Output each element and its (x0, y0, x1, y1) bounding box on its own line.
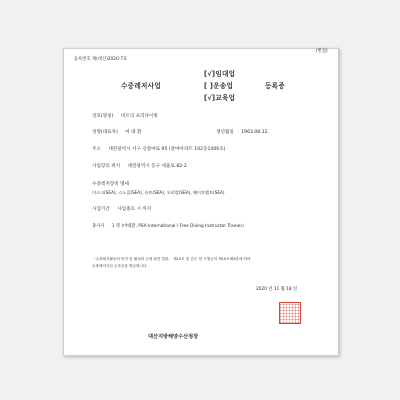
birth-value: 1963.08.12. (241, 130, 269, 135)
equipment-label: 수중레저장비 명세 (92, 182, 129, 187)
form-attachment-tag: (별첨) (316, 49, 328, 54)
official-seal-icon (279, 302, 301, 324)
site-row (92, 165, 193, 170)
business-type-education: [√]교육업 (204, 94, 236, 102)
staff-label: 종사자 (92, 224, 105, 229)
site-label: 사업장의 위치 (92, 164, 121, 169)
equipment-value: 이스크(SEA), 스노클(SEA), 슈트(SEA), 오리발(SEA), 웨이트벨트(SEA) (92, 190, 225, 195)
document-title-right: 등록증 (265, 82, 286, 90)
issue-date: 2020 년 11 월 18 일 (256, 287, 298, 292)
birth-label: 생년월일 (216, 130, 234, 135)
period-value: 사업종료 시 까지 (117, 207, 152, 212)
address-label: 주소 (92, 147, 101, 152)
birth-row (216, 131, 275, 136)
registration-certificate (63, 48, 339, 356)
issuing-authority: 대산지방해양수산청장 (148, 334, 199, 340)
address-value: 대전광역시 서구 신갈마로 95 (갈마아파트 102동1406호) (108, 147, 226, 152)
trade-name-label: 상호(명칭) (92, 114, 114, 119)
registration-number: 등록번호 제(대산)2020-7호 (74, 57, 128, 62)
owner-row (92, 131, 147, 136)
owner-label: 성명(대표자) (92, 130, 118, 135)
trade-name-value: 비르리 프리다이빙 (120, 114, 158, 119)
legal-statement-line-2: 수중레저사업 등록증을 발급합니다. (92, 264, 148, 268)
trade-name-row (92, 115, 164, 120)
staff-value: 1 명 (마대환, PSA International / Free Diving Instructor Trainer) (111, 224, 244, 229)
document-title-left: 수중레저사업 (121, 82, 162, 90)
period-row (92, 208, 157, 213)
period-label: 사업기간 (92, 207, 110, 212)
site-value: 대전광역시 동구 세울로 82-2 (127, 164, 187, 169)
address-row (92, 148, 231, 153)
business-type-rental: [√]임대업 (204, 70, 236, 78)
staff-row (92, 225, 250, 229)
legal-statement-line-1: 「수중레저활동의 안전 및 활성화 등에 관한 법률」 제15조 및 같은 법 시행규칙 제10조제4항에 따라 (92, 257, 251, 261)
owner-value: 마 대 환 (125, 130, 142, 135)
business-type-transport: [ ]운송업 (204, 82, 234, 90)
